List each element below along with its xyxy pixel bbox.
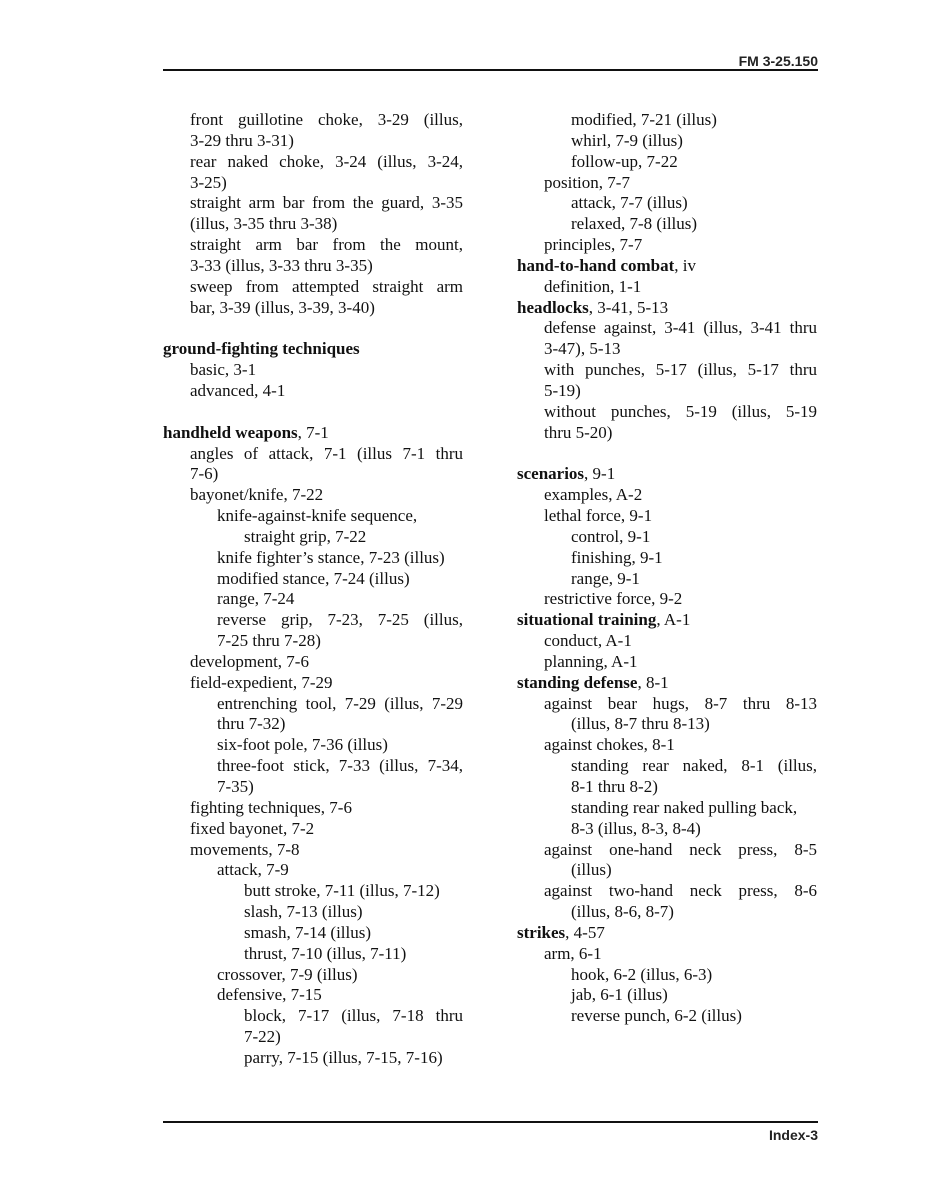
index-entry: 3-29 thru 3-31): [190, 130, 294, 150]
spacer: [517, 444, 817, 465]
index-entry: modified, 7-21 (illus): [571, 110, 717, 129]
index-entry: relaxed, 7-8 (illus): [571, 214, 698, 234]
index-heading-term: situational training: [517, 610, 657, 630]
index-entry: sweep from attempted straight arm: [190, 276, 463, 296]
index-entry: range, 7-24: [217, 589, 295, 609]
index-entry: hook, 6-2 (illus, 6-3): [571, 964, 713, 984]
index-entry: six-foot pole, 7-36 (illus): [217, 735, 388, 755]
index-entry: principles, 7-7: [544, 235, 643, 255]
index-heading-ref: , 8-1: [637, 672, 669, 692]
index-entry: knife-against-knife sequence,: [217, 506, 418, 526]
index-entry: attack, 7-9: [217, 860, 289, 880]
index-heading-ref: , A-1: [656, 610, 691, 630]
index-entry: entrenching tool, 7-29 (illus, 7-29: [217, 693, 463, 713]
index-heading-term: standing defense: [517, 672, 638, 692]
index-entry: fixed bayonet, 7-2: [190, 818, 315, 838]
index-heading: [163, 423, 463, 444]
index-entry: (illus, 8-6, 8-7): [571, 902, 674, 922]
index-entry: 7-25 thru 7-28): [217, 631, 321, 651]
index-entry: 8-3 (illus, 8-3, 8-4): [571, 818, 701, 838]
index-entry: thrust, 7-10 (illus, 7-11): [244, 943, 407, 963]
index-heading-term: hand-to-hand combat: [517, 255, 675, 275]
index-heading: [517, 298, 817, 319]
index-entry: 7-35): [217, 777, 254, 796]
index-entry: against bear hugs, 8-7 thru 8-13: [544, 693, 817, 713]
index-entry: crossover, 7-9 (illus): [217, 964, 358, 984]
index-heading: [517, 923, 817, 944]
index-entry: parry, 7-15 (illus, 7-15, 7-16): [244, 1047, 443, 1067]
index-entry: thru 7-32): [217, 714, 286, 734]
index-entry: front guillotine choke, 3-29 (illus,: [190, 110, 463, 129]
index-entry: standing rear naked, 8-1 (illus,: [571, 756, 817, 776]
index-heading-term: ground-fighting techniques: [163, 339, 360, 359]
index-entry: against one-hand neck press, 8-5: [544, 839, 817, 859]
index-column-left: [163, 110, 463, 1069]
index-heading: [517, 256, 817, 277]
index-heading-ref: , iv: [674, 255, 697, 275]
footer-rule: [163, 1121, 818, 1123]
index-column-right: [517, 110, 817, 1027]
spacer: [163, 402, 463, 423]
index-entry: whirl, 7-9 (illus): [571, 130, 683, 150]
header-rule: [163, 69, 818, 71]
index-entry: block, 7-17 (illus, 7-18 thru: [244, 1006, 463, 1026]
index-entry: 8-1 thru 8-2): [571, 777, 658, 796]
index-entry: lethal force, 9-1: [544, 506, 653, 526]
index-entry: basic, 3-1: [190, 360, 257, 380]
spacer: [163, 318, 463, 339]
index-entry: 3-47), 5-13: [544, 339, 621, 359]
index-entry: (illus, 8-7 thru 8-13): [571, 714, 710, 734]
index-entry: slash, 7-13 (illus): [244, 902, 363, 922]
index-entry: arm, 6-1: [544, 943, 602, 963]
index-entry: straight arm bar from the mount,: [190, 235, 463, 255]
index-entry: range, 9-1: [571, 568, 640, 588]
index-entry: position, 7-7: [544, 172, 630, 192]
index-entry: against two-hand neck press, 8-6: [544, 881, 817, 901]
index-entry: attack, 7-7 (illus): [571, 193, 688, 213]
page-header-doc-id: FM 3-25.150: [738, 53, 818, 69]
index-heading-ref: , 4-57: [565, 922, 605, 942]
index-entry: butt stroke, 7-11 (illus, 7-12): [244, 881, 440, 901]
index-entry: straight grip, 7-22: [244, 526, 367, 546]
page-number: Index-3: [768, 1127, 818, 1143]
index-entry: 7-6): [190, 464, 219, 484]
index-heading: [517, 464, 817, 485]
index-entry: straight arm bar from the guard, 3-35: [190, 193, 463, 213]
index-heading-term: scenarios: [517, 464, 585, 484]
index-entry: movements, 7-8: [190, 839, 300, 859]
index-entry: reverse grip, 7-23, 7-25 (illus,: [217, 610, 463, 630]
index-entry: advanced, 4-1: [190, 380, 286, 400]
index-heading-ref: , 9-1: [584, 464, 616, 484]
index-heading: [517, 610, 817, 631]
index-entry: planning, A-1: [544, 651, 638, 671]
index-heading-term: headlocks: [517, 297, 589, 317]
index-entry: rear naked choke, 3-24 (illus, 3-24,: [190, 151, 463, 171]
index-entry: 3-33 (illus, 3-33 thru 3-35): [190, 255, 373, 275]
index-heading-ref: , 3-41, 5-13: [588, 297, 669, 317]
index-entry: thru 5-20): [544, 422, 613, 442]
index-entry: development, 7-6: [190, 651, 309, 671]
index-entry: knife fighter’s stance, 7-23 (illus): [217, 547, 445, 567]
index-entry: bayonet/knife, 7-22: [190, 485, 324, 505]
index-entry: control, 9-1: [571, 526, 651, 546]
index-entry: jab, 6-1 (illus): [571, 985, 668, 1005]
index-entry: without punches, 5-19 (illus, 5-19: [544, 401, 817, 421]
index-entry: reverse punch, 6-2 (illus): [571, 1006, 742, 1026]
index-entry: restrictive force, 9-2: [544, 589, 683, 609]
index-entry: definition, 1-1: [544, 276, 642, 296]
index-entry: modified stance, 7-24 (illus): [217, 568, 410, 588]
index-entry: defensive, 7-15: [217, 985, 322, 1005]
index-entry: finishing, 9-1: [571, 547, 663, 567]
index-entry: 7-22): [244, 1027, 281, 1047]
index-entry: field-expedient, 7-29: [190, 672, 333, 692]
index-entry: defense against, 3-41 (illus, 3-41 thru: [544, 318, 817, 338]
index-entry: against chokes, 8-1: [544, 735, 675, 755]
index-entry: 3-25): [190, 172, 227, 192]
index-heading: [163, 339, 463, 360]
index-heading-term: handheld weapons: [163, 422, 298, 442]
index-entry: follow-up, 7-22: [571, 151, 678, 171]
index-entry: smash, 7-14 (illus): [244, 922, 372, 942]
index-entry: (illus, 3-35 thru 3-38): [190, 214, 338, 234]
index-entry: three-foot stick, 7-33 (illus, 7-34,: [217, 756, 463, 776]
index-heading-term: strikes: [517, 922, 566, 942]
index-entry: with punches, 5-17 (illus, 5-17 thru: [544, 360, 817, 380]
index-entry: angles of attack, 7-1 (illus 7-1 thru: [190, 443, 463, 463]
index-heading: [517, 673, 817, 694]
index-entry: fighting techniques, 7-6: [190, 797, 352, 817]
index-heading-ref: , 7-1: [297, 422, 329, 442]
index-entry: bar, 3-39 (illus, 3-39, 3-40): [190, 297, 375, 317]
index-entry: examples, A-2: [544, 485, 643, 505]
index-entry: (illus): [571, 860, 612, 880]
index-entry: 5-19): [544, 380, 581, 400]
index-entry: conduct, A-1: [544, 631, 632, 651]
index-entry: standing rear naked pulling back,: [571, 797, 798, 817]
